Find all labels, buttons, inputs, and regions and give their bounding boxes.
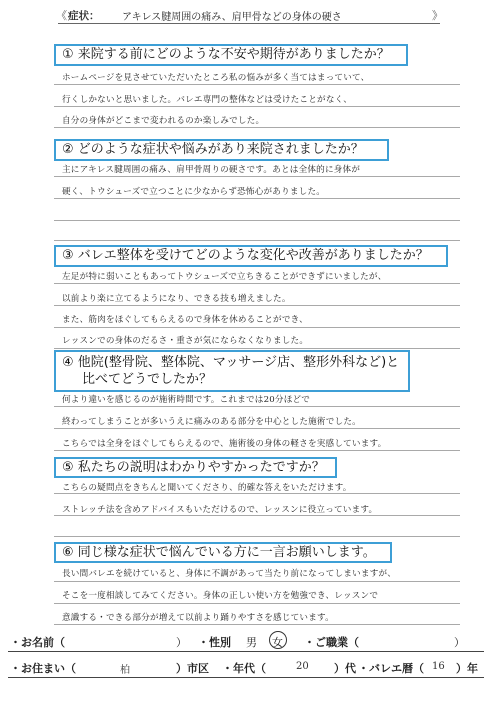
gender-female: 女 <box>272 636 283 649</box>
gender-label: ・性別 <box>198 636 231 649</box>
footer-divider <box>8 651 484 652</box>
age-close: ）代 <box>334 662 356 675</box>
answer-line <box>54 176 460 177</box>
answer-2-line-2: 硬く、トウシューズで立つことに少なからず恐怖心がありました。 <box>62 187 326 197</box>
answer-line <box>54 406 460 407</box>
answer-5-line-2: ストレッチ法を含めアドバイスもいただけるので、レッスンに役立っています。 <box>62 505 378 515</box>
gender-male: 男 <box>246 636 257 649</box>
symptom-open-bracket: 《 <box>56 9 67 22</box>
answer-2-line-1: 主にアキレス腱周囲の痛み、肩甲骨周りの硬さです。あとは全体的に身体が <box>62 165 361 175</box>
answer-line <box>54 220 460 221</box>
name-close: ） <box>176 636 187 649</box>
question-4-text-line-2: 比べてどうでしたか？ <box>82 372 213 387</box>
question-1-box <box>54 44 408 66</box>
answer-6-line-2: そこを一度相談してみてください。身体の正しい使い方を勉強でき、レッスンで <box>62 591 379 601</box>
answer-1-line-1: ホームページを見させていただいたところ私の悩みが多く当てはまっていて、 <box>62 73 370 83</box>
address-label: ・お住まい（ <box>10 662 76 675</box>
answer-6-line-3: 意識する・できる部分が増えて以前より踊りやすさを感じています。 <box>62 613 334 623</box>
answer-3-line-3: また、筋肉をほぐしてもらえるので身体を休めることができ、 <box>62 315 308 325</box>
answer-1-line-2: 行くしかないと思いました。バレエ専門の整体などは受けたことがなく、 <box>62 95 353 105</box>
answer-line <box>54 450 460 451</box>
answer-4-line-2: 終わってしまうことが多いうえに痛みのある部分を中心とした施術でした。 <box>62 417 361 427</box>
answer-line <box>54 283 460 284</box>
ballet-value: 16 <box>432 661 445 672</box>
answer-line <box>54 327 460 328</box>
answer-line <box>54 127 460 128</box>
symptom-underline <box>58 23 440 24</box>
answer-6-line-1: 長い間バレエを続けていると、身体に不調があって当たり前になってしまいますが、 <box>62 569 397 579</box>
occupation-close: ） <box>454 636 465 649</box>
ballet-label: ・バレエ暦（ <box>358 662 424 675</box>
symptom-label: 症状： <box>68 10 100 22</box>
footer-divider <box>8 677 484 678</box>
question-5-text: ⑤ 私たちの説明はわかりやすかったですか？ <box>62 460 325 475</box>
occupation-label: ・ご職業（ <box>304 636 359 649</box>
answer-line <box>54 603 460 604</box>
answer-line <box>54 515 460 516</box>
answer-line <box>54 305 460 306</box>
answer-line <box>54 198 460 199</box>
question-2-box <box>54 139 389 161</box>
address-value: 柏 <box>120 665 130 676</box>
answer-3-line-1: 左足が特に弱いこともあってトウシューズで立ちきることができずにいましたが、 <box>62 272 387 282</box>
ballet-close: ）年 <box>456 662 478 675</box>
question-1-text: ① 来院する前にどのような不安や期待がありましたか？ <box>62 47 390 62</box>
age-value: 20 <box>296 661 309 672</box>
answer-line <box>54 493 460 494</box>
question-5-box <box>54 457 337 478</box>
question-6-box <box>54 542 392 563</box>
symptom-header <box>56 8 443 24</box>
question-3-text: ③ バレエ整体を受けてどのような変化や改善がありましたか？ <box>62 248 429 263</box>
age-label: ・年代（ <box>222 662 266 675</box>
answer-line <box>54 84 460 85</box>
answer-3-line-4: レッスンでの身体のだるさ・重さが気にならなくなりました。 <box>62 336 309 346</box>
answer-1-line-3: 自分の身体がどこまで変われるのか楽しみでした。 <box>62 116 265 126</box>
answer-line <box>54 624 460 625</box>
question-4-box <box>54 350 410 392</box>
question-6-text: ⑥ 同じ様な症状で悩んでいる方に一言お願いします。 <box>62 545 376 560</box>
question-4-text-line-1: ④ 他院(整骨院、整体院、マッサージ店、整形外科など)と <box>62 355 400 370</box>
name-label: ・お名前（ <box>10 636 65 649</box>
symptom-value: アキレス腱周囲の痛み、肩甲骨などの身体の硬さ <box>122 12 342 23</box>
answer-4-line-1: 何より違いを感じるのが施術時間です。これまでは20分ほどで <box>62 395 311 405</box>
question-2-text: ② どのような症状や悩みがあり来院されましたか？ <box>62 142 364 157</box>
question-3-box <box>54 245 448 267</box>
answer-3-line-2: 以前より楽に立てるようになり、できる技も増えました。 <box>62 294 291 304</box>
answer-line <box>54 106 460 107</box>
answer-5-line-1: こちらの疑問点をきちんと聞いてくださり、的確な答えをいただけます。 <box>62 483 352 493</box>
answer-line <box>54 348 460 349</box>
answer-line <box>54 581 460 582</box>
answer-line <box>54 428 460 429</box>
answer-line <box>54 240 460 241</box>
answer-4-line-3: こちらでは全身をほぐしてもらえるので、施術後の身体の軽さを実感しています。 <box>62 439 387 449</box>
symptom-close-bracket: 》 <box>432 9 443 22</box>
answer-line <box>54 536 460 537</box>
city-label: ）市区 <box>176 662 209 675</box>
